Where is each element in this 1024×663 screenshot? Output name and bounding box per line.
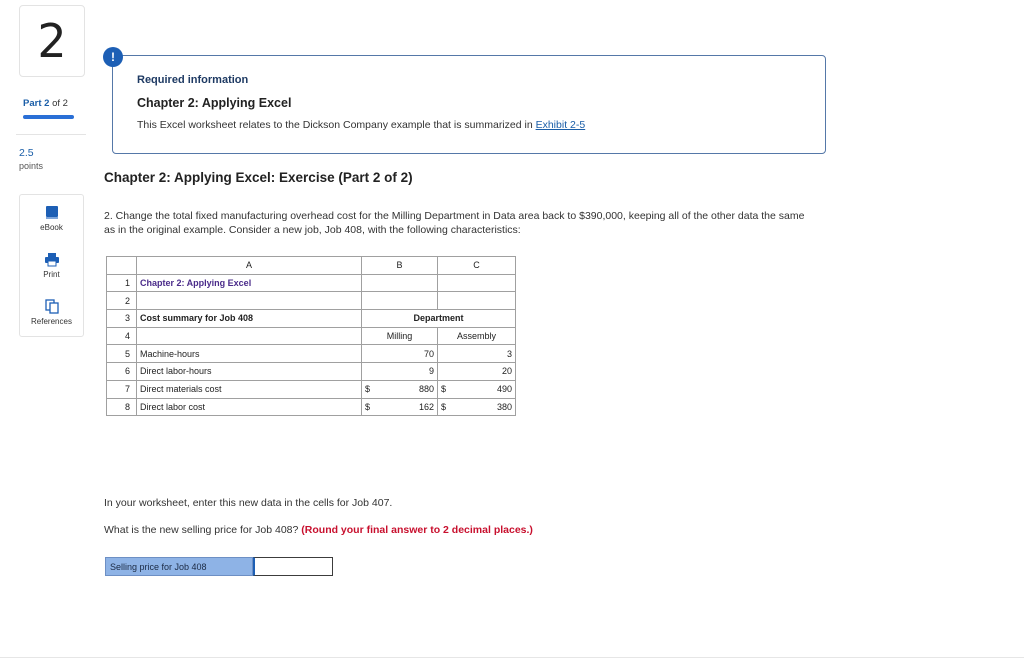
- required-info-title: Required information: [137, 74, 249, 86]
- cell-c5: 3: [438, 345, 516, 363]
- question-main: What is the new selling price for Job 408?: [104, 524, 299, 536]
- rounding-instruction: (Round your final answer to 2 decimal places.): [301, 524, 533, 536]
- chapter-description: [137, 119, 585, 131]
- row-number: 6: [107, 363, 137, 381]
- ebook-button[interactable]: [20, 205, 83, 232]
- bottom-divider: [0, 657, 1024, 658]
- column-header-c: C: [438, 257, 516, 275]
- tools-panel: [19, 194, 84, 337]
- cell-b1: [362, 274, 438, 292]
- print-icon: [44, 252, 60, 267]
- answer-row: [105, 557, 333, 576]
- column-header-a: A: [137, 257, 362, 275]
- description-text: This Excel worksheet relates to the Dickson Company example that is summarized in: [137, 119, 533, 131]
- row-number: 3: [107, 310, 137, 328]
- table-row: [107, 363, 516, 381]
- cell-b6: 9: [362, 363, 438, 381]
- cell-b5: 70: [362, 345, 438, 363]
- references-button[interactable]: [20, 299, 83, 326]
- references-label: References: [31, 317, 72, 326]
- cell-c1: [438, 274, 516, 292]
- references-icon: [45, 299, 59, 314]
- points-value: 2.5: [19, 147, 34, 159]
- cell-b2: [362, 292, 438, 310]
- column-header-b: B: [362, 257, 438, 275]
- print-label: Print: [43, 270, 60, 279]
- table-row: [107, 380, 516, 398]
- answer-label: Selling price for Job 408: [105, 557, 253, 576]
- exercise-title: Chapter 2: Applying Excel: Exercise (Part 2 of 2): [104, 170, 413, 185]
- worksheet-table: [106, 256, 516, 416]
- milling-header: Milling: [362, 327, 438, 345]
- row-number: 1: [107, 274, 137, 292]
- points-label: points: [19, 161, 44, 171]
- currency-symbol: $: [438, 380, 478, 398]
- required-info-box: [112, 55, 826, 154]
- assembly-header: Assembly: [438, 327, 516, 345]
- part-label: Part: [23, 98, 42, 109]
- cell-a1: Chapter 2: Applying Excel: [137, 274, 362, 292]
- row-number: 7: [107, 380, 137, 398]
- cell-a5: Machine-hours: [137, 345, 362, 363]
- ebook-label: eBook: [40, 223, 63, 232]
- cell-c8: 380: [478, 398, 516, 416]
- book-icon: [45, 205, 59, 220]
- divider: [16, 134, 86, 135]
- table-row: [107, 398, 516, 416]
- cell-b8: 162: [402, 398, 438, 416]
- table-row: [107, 274, 516, 292]
- cell-a8: Direct labor cost: [137, 398, 362, 416]
- currency-symbol: $: [438, 398, 478, 416]
- cell-a6: Direct labor-hours: [137, 363, 362, 381]
- selling-price-input[interactable]: [253, 557, 333, 576]
- table-row: [107, 327, 516, 345]
- cell-a2: [137, 292, 362, 310]
- table-row: [107, 292, 516, 310]
- corner-cell: [107, 257, 137, 275]
- row-number: 4: [107, 327, 137, 345]
- cell-a3: Cost summary for Job 408: [137, 310, 362, 328]
- part-indicator: [23, 98, 68, 109]
- question-number: 2: [37, 14, 67, 68]
- part-of: of 2: [52, 98, 68, 109]
- cell-c2: [438, 292, 516, 310]
- exhibit-link[interactable]: Exhibit 2-5: [535, 119, 586, 131]
- print-button[interactable]: [20, 252, 83, 279]
- part-number: 2: [44, 98, 50, 109]
- instruction-note: In your worksheet, enter this new data in the cells for Job 407.: [104, 497, 393, 509]
- question-text: [104, 524, 533, 536]
- exercise-prompt: 2. Change the total fixed manufacturing overhead cost for the Milling Department in Data area back to $390,000, keeping all of the other data the same as in the original example. Consider a new job, Job 408, with the following characteristics:: [104, 210, 805, 236]
- cell-a4: [137, 327, 362, 345]
- currency-symbol: $: [362, 398, 402, 416]
- chapter-title: Chapter 2: Applying Excel: [137, 96, 292, 110]
- cell-c6: 20: [438, 363, 516, 381]
- row-number: 8: [107, 398, 137, 416]
- cell-b7: 880: [402, 380, 438, 398]
- table-row: [107, 345, 516, 363]
- column-header-row: [107, 257, 516, 275]
- cell-a7: Direct materials cost: [137, 380, 362, 398]
- department-header: Department: [362, 310, 516, 328]
- question-number-box[interactable]: [19, 5, 85, 77]
- question-rail: [0, 0, 95, 663]
- cell-c7: 490: [478, 380, 516, 398]
- table-row: [107, 310, 516, 328]
- currency-symbol: $: [362, 380, 402, 398]
- row-number: 5: [107, 345, 137, 363]
- part-progress-bar: [23, 115, 74, 119]
- row-number: 2: [107, 292, 137, 310]
- alert-icon: !: [103, 47, 123, 67]
